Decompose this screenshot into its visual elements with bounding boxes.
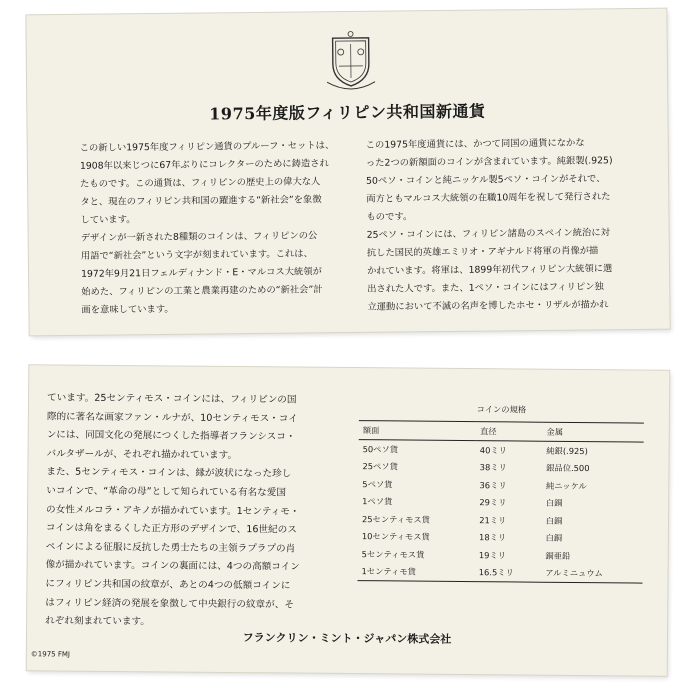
cell-denomination: 50ペソ貨 bbox=[362, 443, 399, 455]
cell-metal: 白銅 bbox=[545, 515, 563, 526]
header-diameter: 直径 bbox=[476, 422, 543, 442]
header-metal: 金属 bbox=[542, 422, 643, 442]
copyright-notice: ©1975 FMJ bbox=[30, 650, 71, 659]
header-denomination: 額面 bbox=[359, 421, 476, 441]
cell-metal: 銀品位.500 bbox=[546, 462, 590, 474]
bottom-text-column bbox=[45, 389, 343, 633]
top-card bbox=[26, 9, 669, 336]
specs-header-row bbox=[359, 421, 644, 442]
left-paragraph: この新しい1975年度フィリピン通貨のプルーフ・セットは、 1908年以来じつに67年ぶりにコレクターのために鋳造され たものです。この通貨は、フィリピンの歴史上の偉大な人 タと、現在のフィリピン共和国の躍進する“新社会”を象徴 しています。 デザインが一新された8種類のコインは、フィリピンの公 用語で“新社会”という文字が刻まれています。これは、 1972年9月21日フェルディナンド・E・マルコス大統領が 始めた、フィリピンの工業と農業再建のための“新社会”計 画を意味しています。 bbox=[79, 140, 335, 316]
bottom-card bbox=[27, 365, 670, 676]
cell-denomination: 1センティモ貨 bbox=[357, 563, 474, 582]
cell-diameter: 40ミリ bbox=[479, 444, 508, 456]
left-column bbox=[80, 137, 362, 320]
cell-metal: 純ニッケル bbox=[545, 480, 587, 491]
cell-diameter: 38ミリ bbox=[479, 462, 507, 473]
right-column bbox=[366, 134, 653, 317]
cell-metal: アルミニュウム bbox=[541, 564, 642, 583]
cell-denomination: 10センティモス貨 bbox=[361, 531, 430, 542]
cell-diameter: 18ミリ bbox=[479, 532, 507, 543]
cell-denomination: 25ペソ貨 bbox=[362, 461, 398, 472]
cell-denomination: 5センティモス貨 bbox=[361, 548, 425, 560]
coin-specs bbox=[357, 402, 644, 583]
company-name: フランクリン・ミント・ジャパン株式会社 bbox=[242, 631, 452, 646]
cell-diameter: 21ミリ bbox=[479, 514, 507, 526]
cell-denomination: 25センティモス貨 bbox=[361, 513, 431, 525]
right-paragraph: この1975年度通貨には、かつて同国の通貨になかな った2つの新額面のコインが含まれています。純銀製(.925) 50ペソ・コインと純ニッケル製5ペソ・コインがそれで、 両方ともマルコス大統領の在職10周年を祝して発行された ものです。 25ペソ・コインには、フィリピン諸島のスペイン統治に対 抗した国民的英雄エミリオ・アギナルド将軍の肖像が描 かれています。将軍は、1899年初代フィリピン大統領に選 出された人です。また、1ペソ・コインにはフィリピン独 立運動において不滅の名声を博したホセ・リザルが描かれ bbox=[365, 137, 613, 313]
table-row bbox=[357, 563, 642, 583]
specs-caption: コインの規格 bbox=[476, 404, 527, 415]
cell-diameter: 16.5ミリ bbox=[475, 564, 542, 583]
cell-diameter: 36ミリ bbox=[479, 479, 507, 491]
specs-table bbox=[357, 420, 643, 583]
cell-denomination: 5ペソ貨 bbox=[362, 478, 393, 490]
cell-metal: 純銀(.925) bbox=[546, 445, 588, 456]
philippine-seal-icon bbox=[325, 30, 378, 91]
page-title: 1975年度版フィリピン共和国新通貨 bbox=[209, 101, 486, 124]
cell-metal: 白銅 bbox=[545, 497, 563, 509]
cell-metal: 白銅 bbox=[545, 532, 563, 544]
cell-denomination: 1ペソ貨 bbox=[362, 496, 393, 507]
cell-metal: 銅亜鉛 bbox=[545, 550, 571, 561]
bottom-paragraph: ています。25センティモス・コインには、フィリピンの国 際的に著名な画家ファン・ルナが、10センティモス・コイ ンには、同国文化の発展につくした指導者フランシスコ・ バルタザールが、それぞれ描かれています。 また、5センティモス・コインは、縁が波状になった珍し いコインで、“革命の母”として知られている有名な愛国 の女性メルコラ・アキノが描かれています。1センティモ・ コインは角をまるくした正方形のデザインで、16世紀のス ペインによる征服に反抗した勇士たちの主領ラプラプの肖 像が描かれています。コインの裏面には、4つの高額コイン にフィリピン共和国の紋章が、あとの4つの低額コインに はフィリピン経済の発展を象徴して中央銀行の紋章が、そ れぞれ刻まれています。 bbox=[45, 392, 300, 628]
cell-diameter: 29ミリ bbox=[479, 497, 507, 508]
cell-diameter: 19ミリ bbox=[478, 549, 507, 561]
